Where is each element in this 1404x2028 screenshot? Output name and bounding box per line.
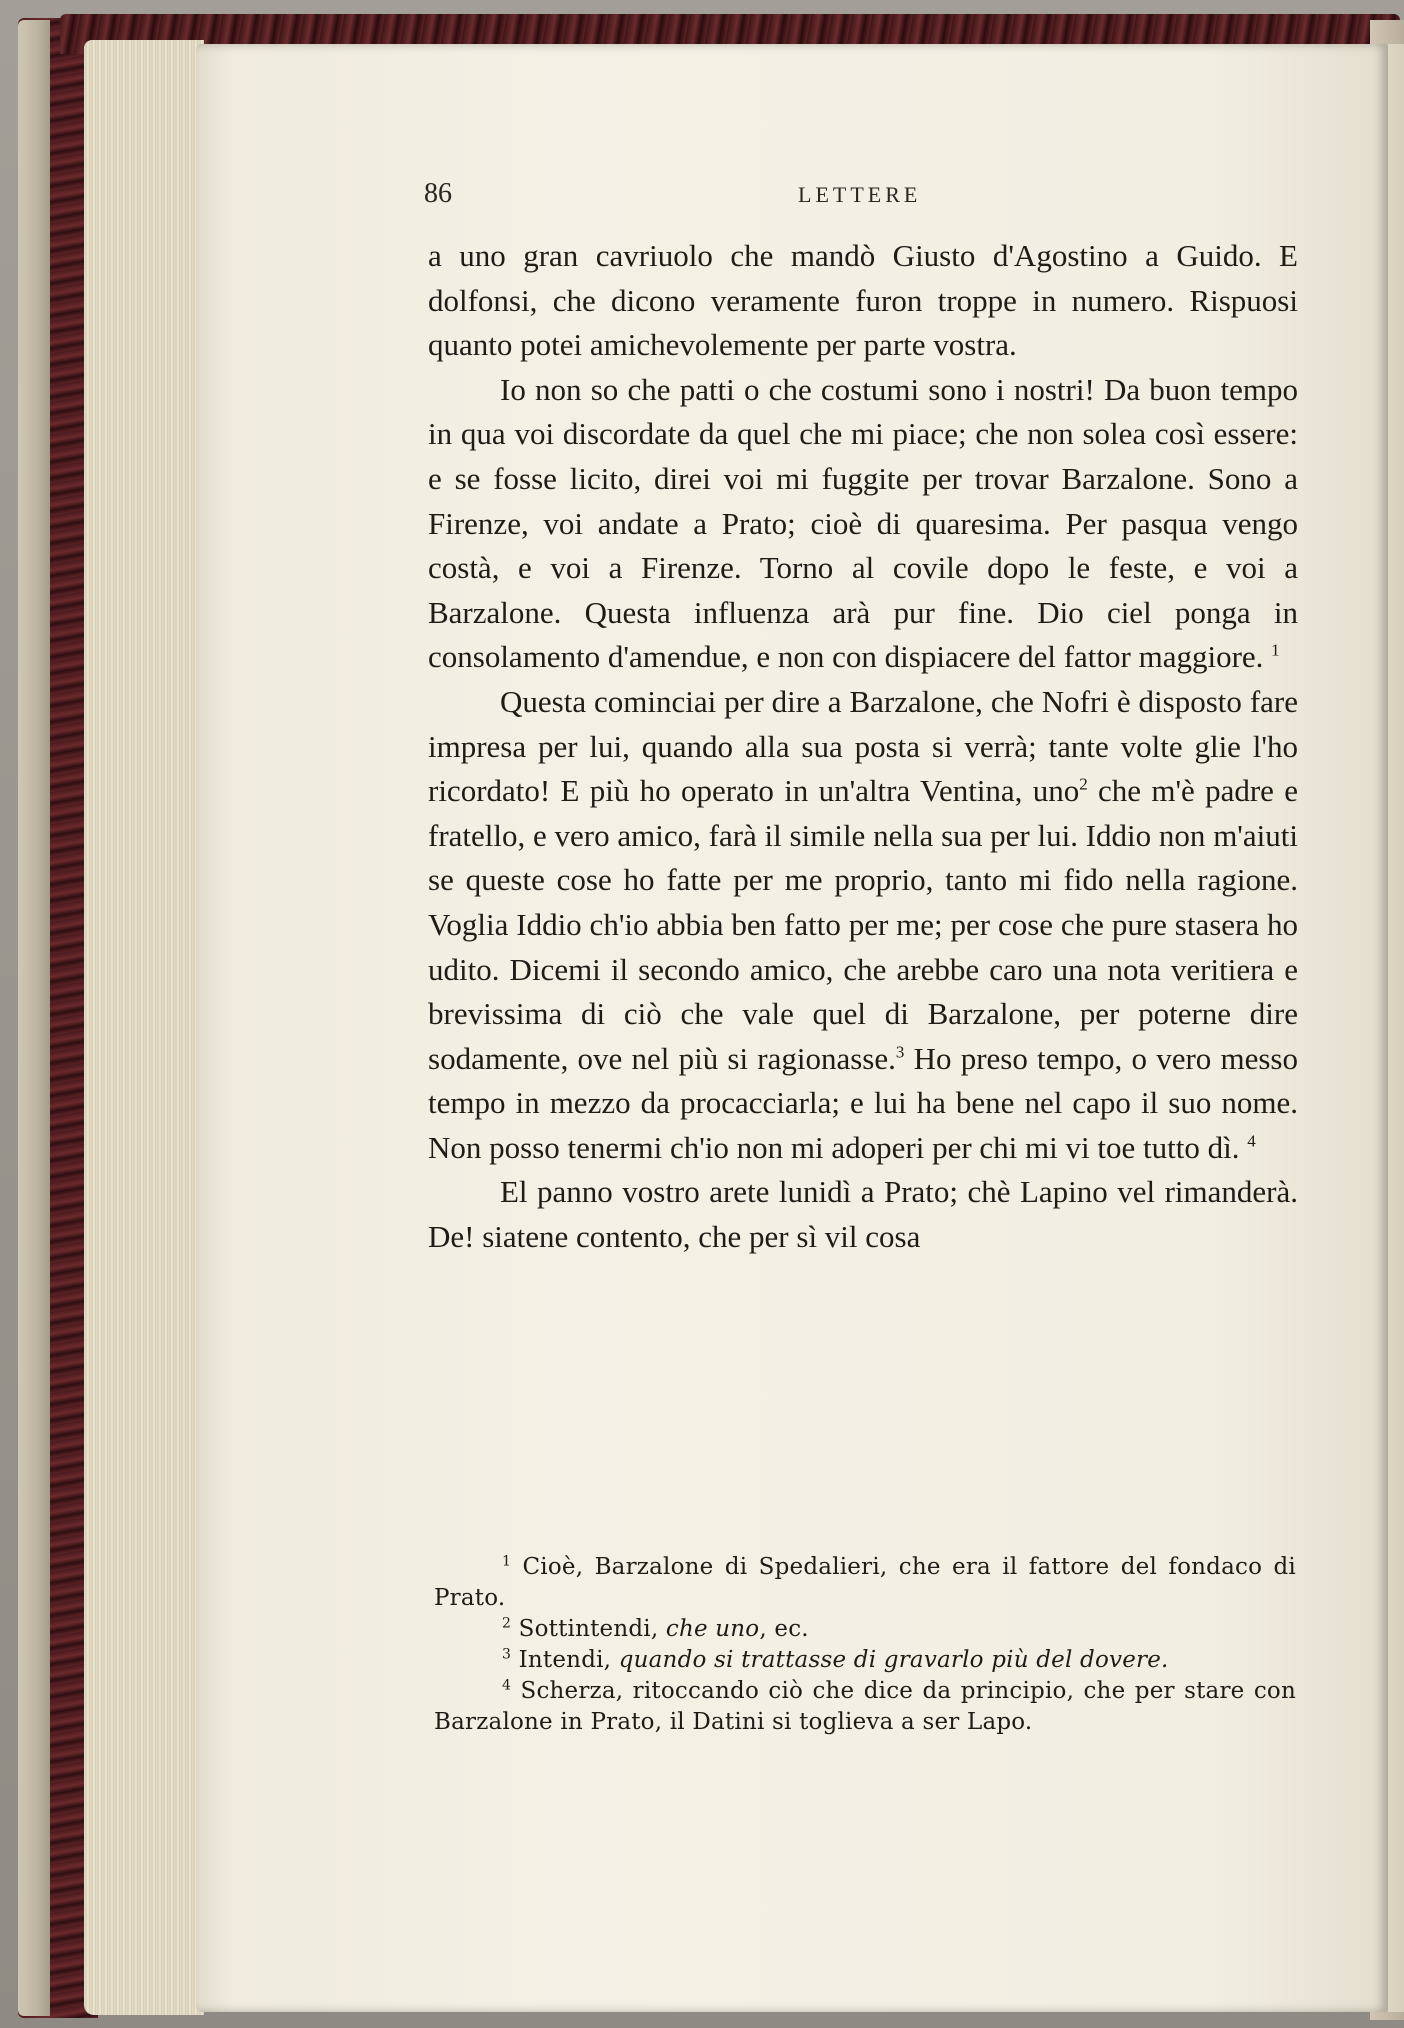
paragraph-3-text-c: Ho preso tempo, o vero messo tempo in mezzo da procacciarla; e lui ha bene nel capo il suo nome. Non posso tenermi ch'io non mi adoperi per chi mi vi toe tutto dì. (428, 1040, 1298, 1165)
running-title: LETTERE (798, 182, 922, 207)
footnote-2-text: Sottintendi, (518, 1616, 659, 1642)
paragraph-3-text-a: Questa cominciai per dire a Barzalone, che Nofri è disposto fare impresa per lui, quando alla sua posta si verrà; tante volte glie l'ho ricordato! E più ho operato in un'altra Ventina, uno (428, 683, 1298, 809)
footnote-4-text: Scherza, ritoccando ciò che dice da principio, che per stare con Barzalone in Prato, il Datini si toglieva a ser Lapo. (434, 1678, 1296, 1735)
footnotes (434, 1552, 1296, 1738)
footnote-1-text: Cioè, Barzalone di Spedalieri, che era il fattore del fondaco di Prato. (434, 1554, 1296, 1611)
body-text (428, 234, 1298, 1260)
footnote-2-italic: che uno (665, 1616, 760, 1642)
note-mark-1: 1 (1271, 641, 1280, 661)
note-mark-2: 2 (1079, 774, 1088, 794)
footnote-1-number: 1 (502, 1553, 512, 1570)
paragraph-2 (428, 368, 1298, 680)
footnote-2-number: 2 (502, 1615, 512, 1632)
page-edges (84, 40, 204, 2015)
note-mark-4: 4 (1247, 1131, 1256, 1151)
note-mark-3: 3 (895, 1042, 905, 1062)
footnote-3-number: 3 (502, 1646, 512, 1663)
paragraph-3 (428, 680, 1298, 1171)
footnote-3 (434, 1645, 1296, 1676)
paragraph-3-text-b: che m'è padre e fratello, e vero amico, farà il simile nella sua per lui. Iddio non m'aiuti se queste cose ho fatte per me proprio, tanto mi fido nella ragione. Voglia Iddio ch'io abbia ben fatto per me; per cose che pure stasera ho udito. Dicemi il secondo amico, che arebbe caro una nota veritiera e brevissima di ciò che vale quel di Barzalone, per poterne dire sodamente, ove nel più si ragionasse. (428, 773, 1298, 1076)
footnote-4 (434, 1676, 1296, 1738)
paragraph-4: El panno vostro arete lunidì a Prato; chè Lapino vel rimanderà. De! siatene contento, che per sì vil cosa (428, 1174, 1298, 1255)
footnote-4-number: 4 (502, 1677, 512, 1694)
footnote-3-italic: quando si trattasse di gravarlo più del dovere. (618, 1647, 1169, 1673)
footnote-2 (434, 1614, 1296, 1645)
footnote-3-text: Intendi, (518, 1647, 612, 1673)
book-spine-cloth (18, 20, 50, 2016)
footnote-1 (434, 1552, 1296, 1614)
page-number: 86 (424, 178, 452, 209)
footnote-2-tail: , ec. (759, 1616, 809, 1642)
paragraph-1: a uno gran cavriuolo che mandò Giusto d'Agostino a Guido. E dolfonsi, che dicono veramente furon troppe in numero. Rispuosi quanto potei amichevolemente per parte vostra. (428, 238, 1298, 363)
paragraph-2-text: Io non so che patti o che costumi sono i nostri! Da buon tempo in qua voi discordate da quel che mi piace; che non solea così essere: e se fosse licito, direi voi mi fuggite per trovar Barzalone. Sono a Firenze, voi andate a Prato; cioè di quaresima. Per pasqua vengo costà, e voi a Firenze. Torno al covile dopo le feste, e voi a Barzalone. Questa influenza arà pur fine. Dio ciel ponga in consolamento d'amendue, e non con dispiacere del fattor maggiore. (428, 371, 1298, 675)
